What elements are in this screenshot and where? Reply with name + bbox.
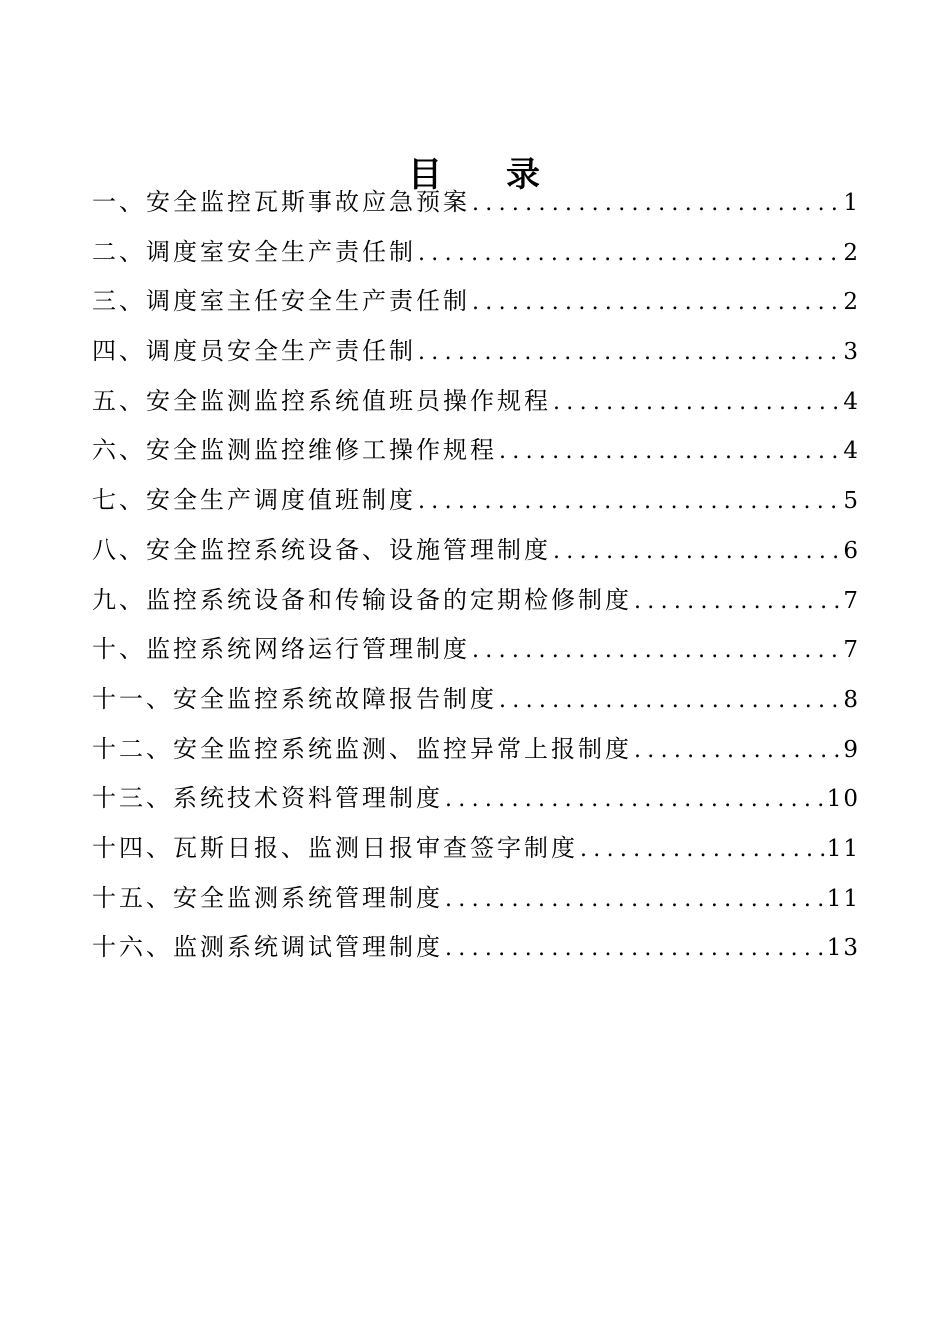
toc-page-number: 4 xyxy=(843,438,860,465)
toc-entry[interactable] xyxy=(92,576,858,626)
toc-dot-leader xyxy=(553,527,843,577)
toc-entry-text: 八、安全监控系统设备、设施管理制度 xyxy=(92,535,551,564)
toc-entry-text: 七、安全生产调度值班制度 xyxy=(92,486,416,515)
toc-entry-text: 四、调度员安全生产责任制 xyxy=(92,337,416,366)
toc-entry-text: 六、安全监测监控维修工操作规程 xyxy=(92,436,497,465)
toc-dot-leader xyxy=(634,726,843,776)
toc-page-number: 7 xyxy=(843,637,860,664)
toc-page-number: 2 xyxy=(843,239,860,266)
toc-entry-text: 十、监控系统网络运行管理制度 xyxy=(92,635,470,664)
toc-dot-leader xyxy=(472,626,843,676)
toc-dot-leader xyxy=(445,775,827,825)
toc-entry[interactable] xyxy=(92,675,858,725)
toc-entry-text: 十五、安全监测系统管理制度 xyxy=(92,883,443,912)
toc-dot-leader xyxy=(418,229,843,279)
toc-entry[interactable] xyxy=(92,426,858,476)
toc-entry[interactable] xyxy=(92,923,858,973)
toc-entry-text: 二、调度室安全生产责任制 xyxy=(92,237,416,266)
toc-page-number: 13 xyxy=(826,935,860,962)
toc-entry-text: 三、调度室主任安全生产责任制 xyxy=(92,287,470,316)
toc-dot-leader xyxy=(418,328,843,378)
toc-entry-text: 九、监控系统设备和传输设备的定期检修制度 xyxy=(92,585,632,614)
toc-page-number: 2 xyxy=(843,289,860,316)
toc-entry-text: 十六、监测系统调试管理制度 xyxy=(92,933,443,962)
toc-page-number: 11 xyxy=(826,835,860,862)
table-of-contents xyxy=(92,178,858,973)
toc-entry[interactable] xyxy=(92,625,858,675)
toc-dot-leader xyxy=(472,278,843,328)
toc-page-number: 6 xyxy=(843,537,860,564)
toc-page-number: 4 xyxy=(843,388,860,415)
toc-dot-leader xyxy=(445,875,827,925)
toc-entry[interactable] xyxy=(92,228,858,278)
toc-dot-leader xyxy=(499,427,843,477)
toc-page-number: 3 xyxy=(843,339,860,366)
toc-entry-text: 十二、安全监控系统监测、监控异常上报制度 xyxy=(92,734,632,763)
toc-page-number: 5 xyxy=(843,488,860,515)
toc-entry-text: 十一、安全监控系统故障报告制度 xyxy=(92,684,497,713)
toc-entry[interactable] xyxy=(92,327,858,377)
toc-page-number: 7 xyxy=(843,587,860,614)
toc-entry[interactable] xyxy=(92,725,858,775)
title-char-second: 录 xyxy=(506,154,542,195)
toc-entry-text: 十三、系统技术资料管理制度 xyxy=(92,784,443,813)
toc-entry[interactable] xyxy=(92,526,858,576)
toc-page-number: 8 xyxy=(843,686,860,713)
toc-dot-leader xyxy=(418,477,843,527)
toc-entry[interactable] xyxy=(92,377,858,427)
toc-entry-text: 十四、瓦斯日报、监测日报审查签字制度 xyxy=(92,833,578,862)
toc-entry-text: 五、安全监测监控系统值班员操作规程 xyxy=(92,386,551,415)
toc-entry[interactable] xyxy=(92,277,858,327)
toc-entry[interactable] xyxy=(92,476,858,526)
toc-page-number: 9 xyxy=(843,736,860,763)
toc-dot-leader xyxy=(472,179,843,229)
toc-dot-leader xyxy=(499,676,843,726)
toc-dot-leader xyxy=(580,825,827,875)
toc-entry[interactable] xyxy=(92,824,858,874)
toc-page-number: 11 xyxy=(826,885,860,912)
toc-dot-leader xyxy=(553,378,843,428)
toc-page-number: 1 xyxy=(843,190,860,216)
toc-page-number: 10 xyxy=(826,786,860,813)
toc-entry[interactable] xyxy=(92,874,858,924)
title-char-first: 目 xyxy=(408,154,444,195)
toc-entry[interactable] xyxy=(92,178,858,228)
toc-entry[interactable] xyxy=(92,774,858,824)
toc-entry-text: 一、安全监控瓦斯事故应急预案 xyxy=(92,188,470,216)
toc-dot-leader xyxy=(445,924,827,974)
toc-dot-leader xyxy=(634,577,843,627)
